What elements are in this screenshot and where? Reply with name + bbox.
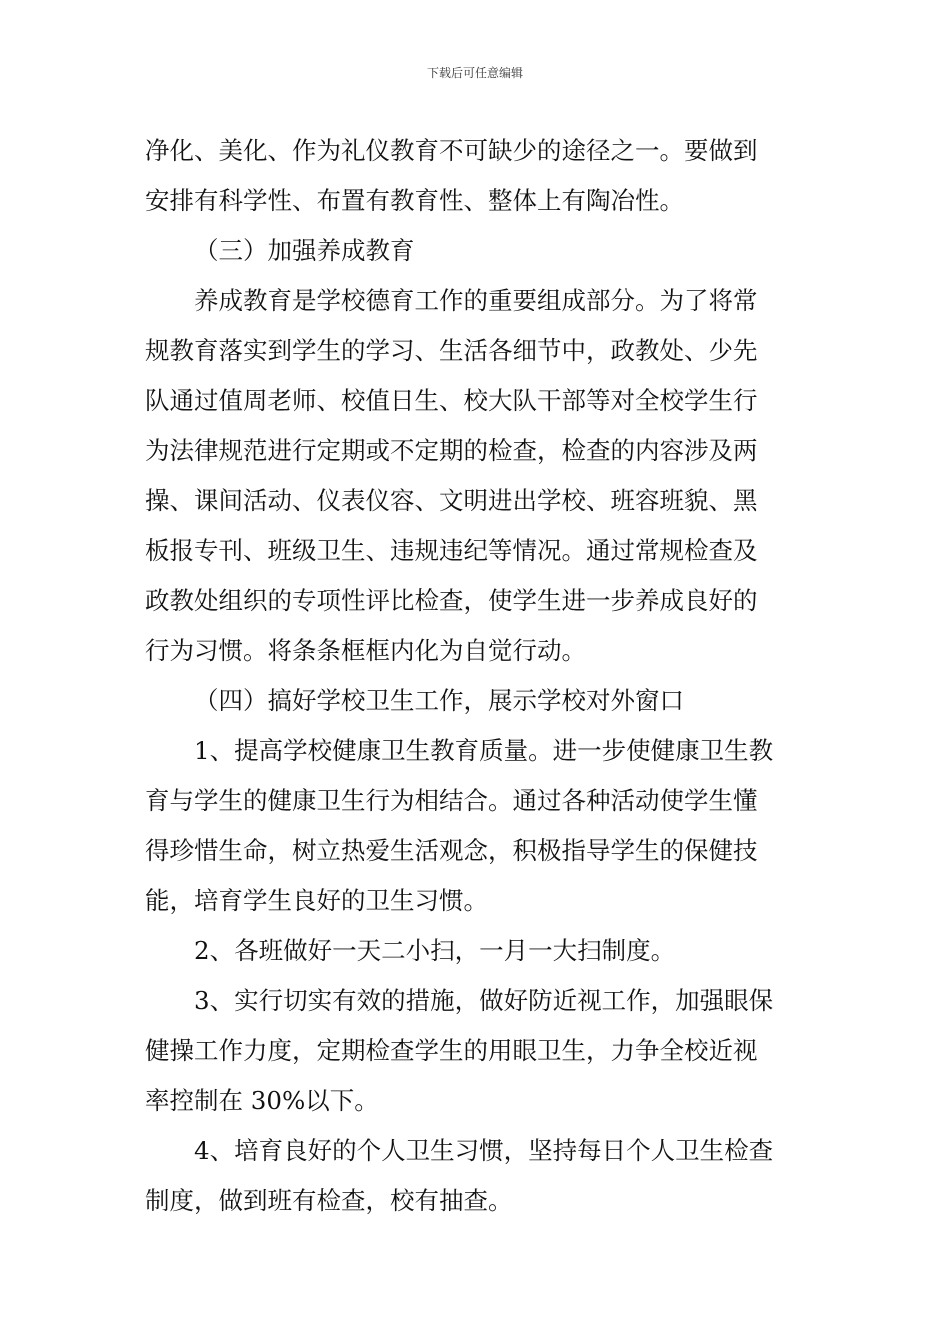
text-line: 健操工作力度，定期检查学生的用眼卫生，力争全校近视	[145, 1036, 758, 1065]
text-line: 育与学生的健康卫生行为相结合。通过各种活动使学生懂	[145, 786, 758, 815]
text-line: 得珍惜生命，树立热爱生活观念，积极指导学生的保健技	[145, 836, 758, 865]
text-line: 操、课间活动、仪表仪容、文明进出学校、班容班貌、黑	[145, 486, 758, 515]
text-line: 行为习惯。将条条框框内化为自觉行动。	[145, 636, 586, 665]
section-heading: （四）搞好学校卫生工作，展示学校对外窗口	[194, 686, 684, 715]
text-line: 队通过值周老师、校值日生、校大队干部等对全校学生行	[145, 386, 758, 415]
text-line: 1、提高学校健康卫生教育质量。进一步使健康卫生教	[194, 736, 774, 765]
text-line: 安排有科学性、布置有教育性、整体上有陶冶性。	[145, 186, 684, 215]
text-line: 政教处组织的专项性评比检查，使学生进一步养成良好的	[145, 586, 758, 615]
text-line: 净化、美化、作为礼仪教育不可缺少的途径之一。要做到	[145, 136, 758, 165]
page-header: 下载后可任意编辑	[426, 66, 523, 80]
document-body	[145, 126, 810, 1226]
text-line: 为法律规范进行定期或不定期的检查，检查的内容涉及两	[145, 436, 758, 465]
text-line: 制度，做到班有检查，校有抽查。	[145, 1186, 513, 1215]
text-line: 率控制在 30%以下。	[145, 1086, 379, 1115]
text-line: 规教育落实到学生的学习、生活各细节中，政教处、少先	[145, 336, 758, 365]
text-line: 3、实行切实有效的措施，做好防近视工作，加强眼保	[194, 986, 774, 1015]
section-heading: （三）加强养成教育	[194, 236, 415, 265]
text-line: 4、培育良好的个人卫生习惯，坚持每日个人卫生检查	[194, 1136, 774, 1165]
text-line: 能，培育学生良好的卫生习惯。	[145, 886, 488, 915]
text-line: 板报专刊、班级卫生、违规违纪等情况。通过常规检查及	[145, 536, 758, 565]
text-line: 2、各班做好一天二小扫，一月一大扫制度。	[194, 936, 676, 965]
text-line: 养成教育是学校德育工作的重要组成部分。为了将常	[194, 286, 758, 315]
